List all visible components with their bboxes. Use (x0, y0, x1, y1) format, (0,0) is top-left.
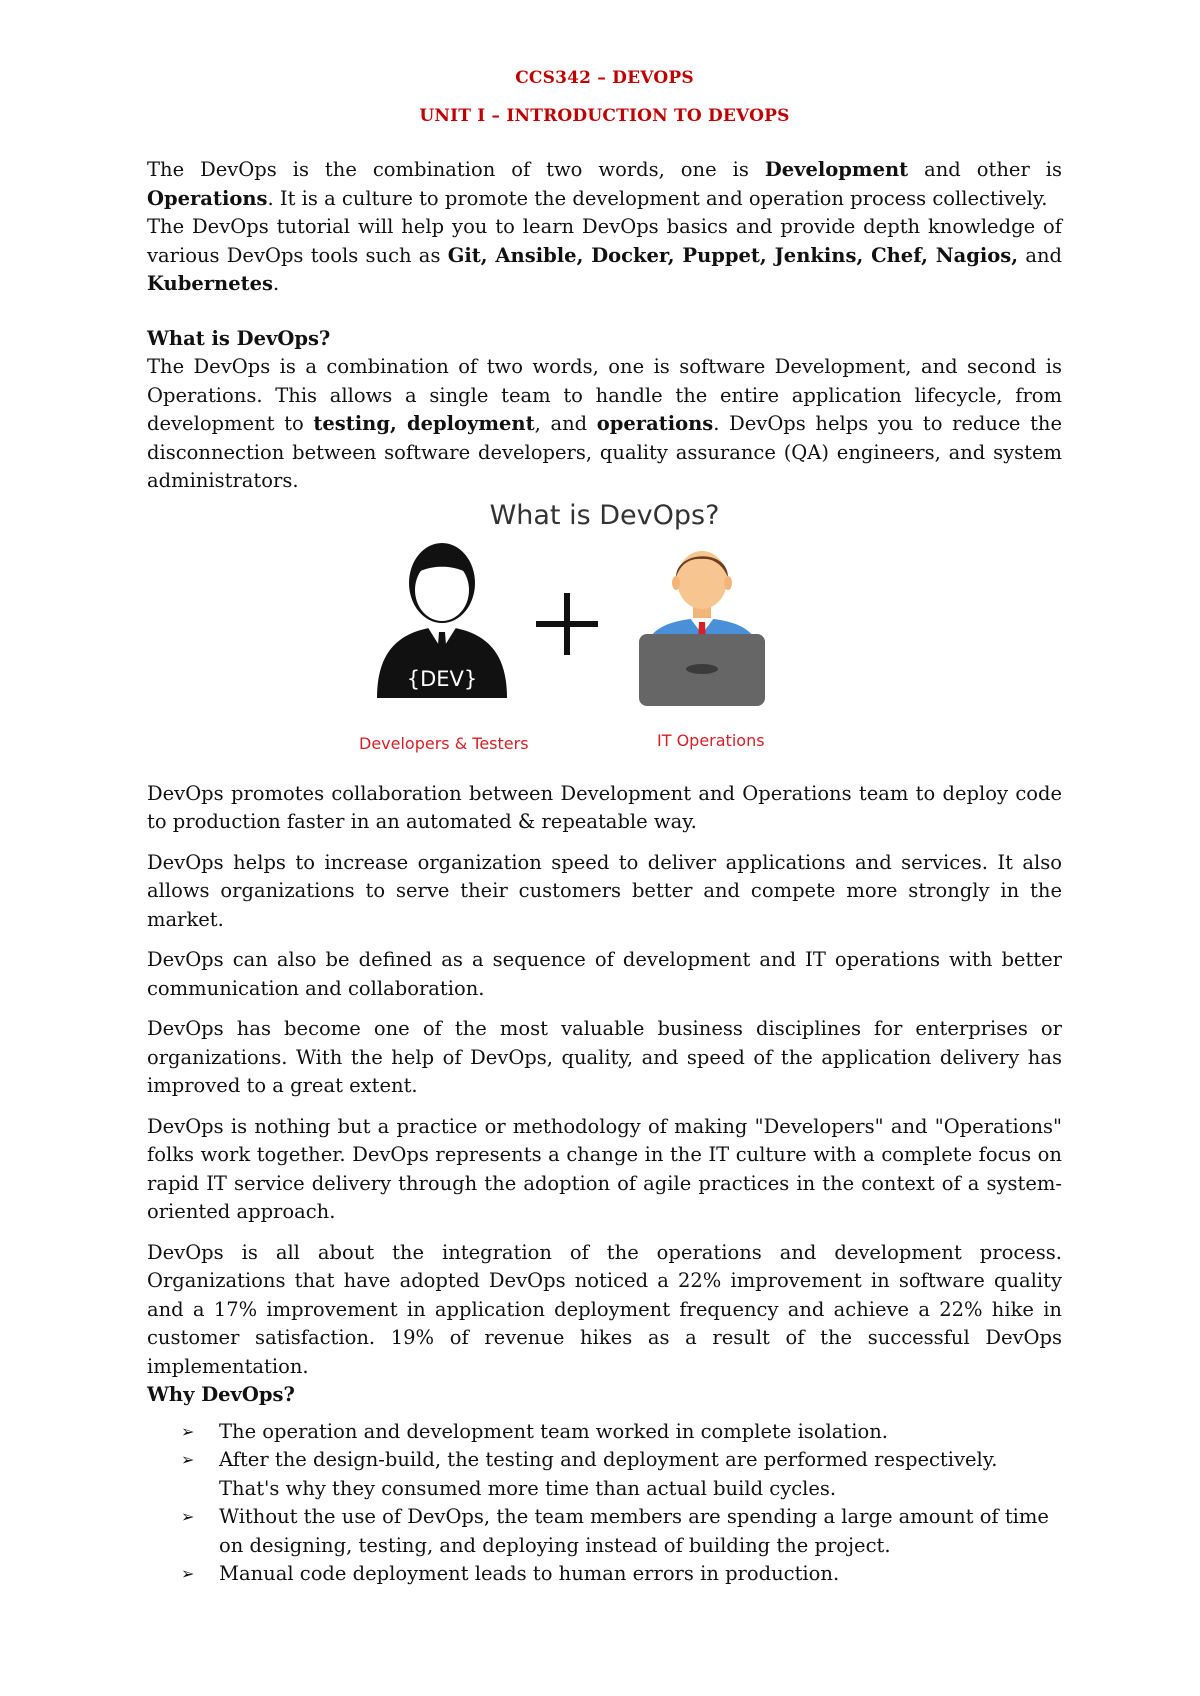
why-devops-heading: Why DevOps? (147, 1383, 295, 1406)
list-item: ➢ Manual code deployment leads to human errors in production. (147, 1560, 1062, 1589)
intro-paragraph-2: The DevOps tutorial will help you to learn DevOps basics and provide depth knowledge of various DevOps tools such as Git, Ansible, Docker, Puppet, Jenkins, Chef, Nagios, and Kubernetes. (147, 215, 1063, 295)
document-page (147, 68, 1062, 1589)
what-is-devops-paragraph: The DevOps is a combination of two words, one is software Development, and second is Operations. This allows a single team to handle the entire application lifecycle, from development to testing, deployment, and operations. DevOps helps you to reduce the disconnection between software developers, quality assurance (QA) engineers, and system administrators. (147, 355, 1063, 492)
devops-illustration (377, 538, 797, 708)
developers-testers-label: Developers & Testers (359, 733, 529, 753)
body-paragraph-6: DevOps is all about the integration of the operations and development process. Organizations that have adopted DevOps noticed a 22% improvement in software quality and a 17% improvement in application deployment frequency and achieve a 22% hike in customer satisfaction. 19% of revenue hikes as a result of the successful DevOps implementation. (147, 1240, 1062, 1378)
list-item: ➢ After the design-build, the testing and deployment are performed respectively. That's why they consumed more time than actual build cycles. (181, 1448, 998, 1500)
body-paragraph-1: DevOps promotes collaboration between Development and Operations team to deploy code to production faster in an automated & repeatable way. (147, 781, 1062, 833)
figure-title: What is DevOps? (489, 499, 720, 531)
body-paragraph-5: DevOps is nothing but a practice or methodology of making "Developers" and "Operations" folks work together. DevOps represents a change in the IT culture with a complete focus on rapid IT service delivery through the adoption of agile practices in the context of a system-oriented approach. (147, 1114, 1062, 1223)
arrow-bullet-icon: ➢ (181, 1450, 195, 1469)
arrow-bullet-icon: ➢ (181, 1564, 195, 1583)
body-paragraph-4: DevOps has become one of the most valuable business disciplines for enterprises or organizations. With the help of DevOps, quality, and speed of the application delivery has improved to a great extent. (147, 1017, 1062, 1097)
course-title: CCS342 – DEVOPS (515, 68, 694, 88)
what-is-devops-heading: What is DevOps? (147, 326, 331, 350)
dev-tag: {DEV} (406, 666, 478, 691)
body-paragraph-2: DevOps helps to increase organization speed to deliver applications and services. It also allows organizations to serve their customers better and compete more strongly in the market. (147, 850, 1062, 931)
devops-figure (147, 500, 1062, 772)
plus-icon (536, 593, 598, 655)
list-item: ➢ Without the use of DevOps, the team members are spending a large amount of time on designing, testing, and deploying instead of building the project. (181, 1505, 1049, 1557)
arrow-bullet-icon: ➢ (181, 1507, 195, 1526)
arrow-bullet-icon: ➢ (181, 1421, 195, 1441)
it-operations-label: IT Operations (657, 730, 765, 750)
why-devops-list (147, 1418, 1062, 1589)
it-operations-icon (639, 551, 765, 706)
intro-paragraph-1: The DevOps is the combination of two words, one is Development and other is Operations. It is a culture to promote the development and operation process collectively. (147, 158, 1062, 210)
body-paragraph-3: DevOps can also be defined as a sequence of development and IT operations with better communication and collaboration. (147, 948, 1062, 1000)
developer-icon (377, 543, 507, 698)
list-item: ➢ The operation and development team worked in complete isolation. (147, 1418, 1062, 1447)
unit-title: UNIT I – INTRODUCTION TO DEVOPS (419, 106, 790, 126)
